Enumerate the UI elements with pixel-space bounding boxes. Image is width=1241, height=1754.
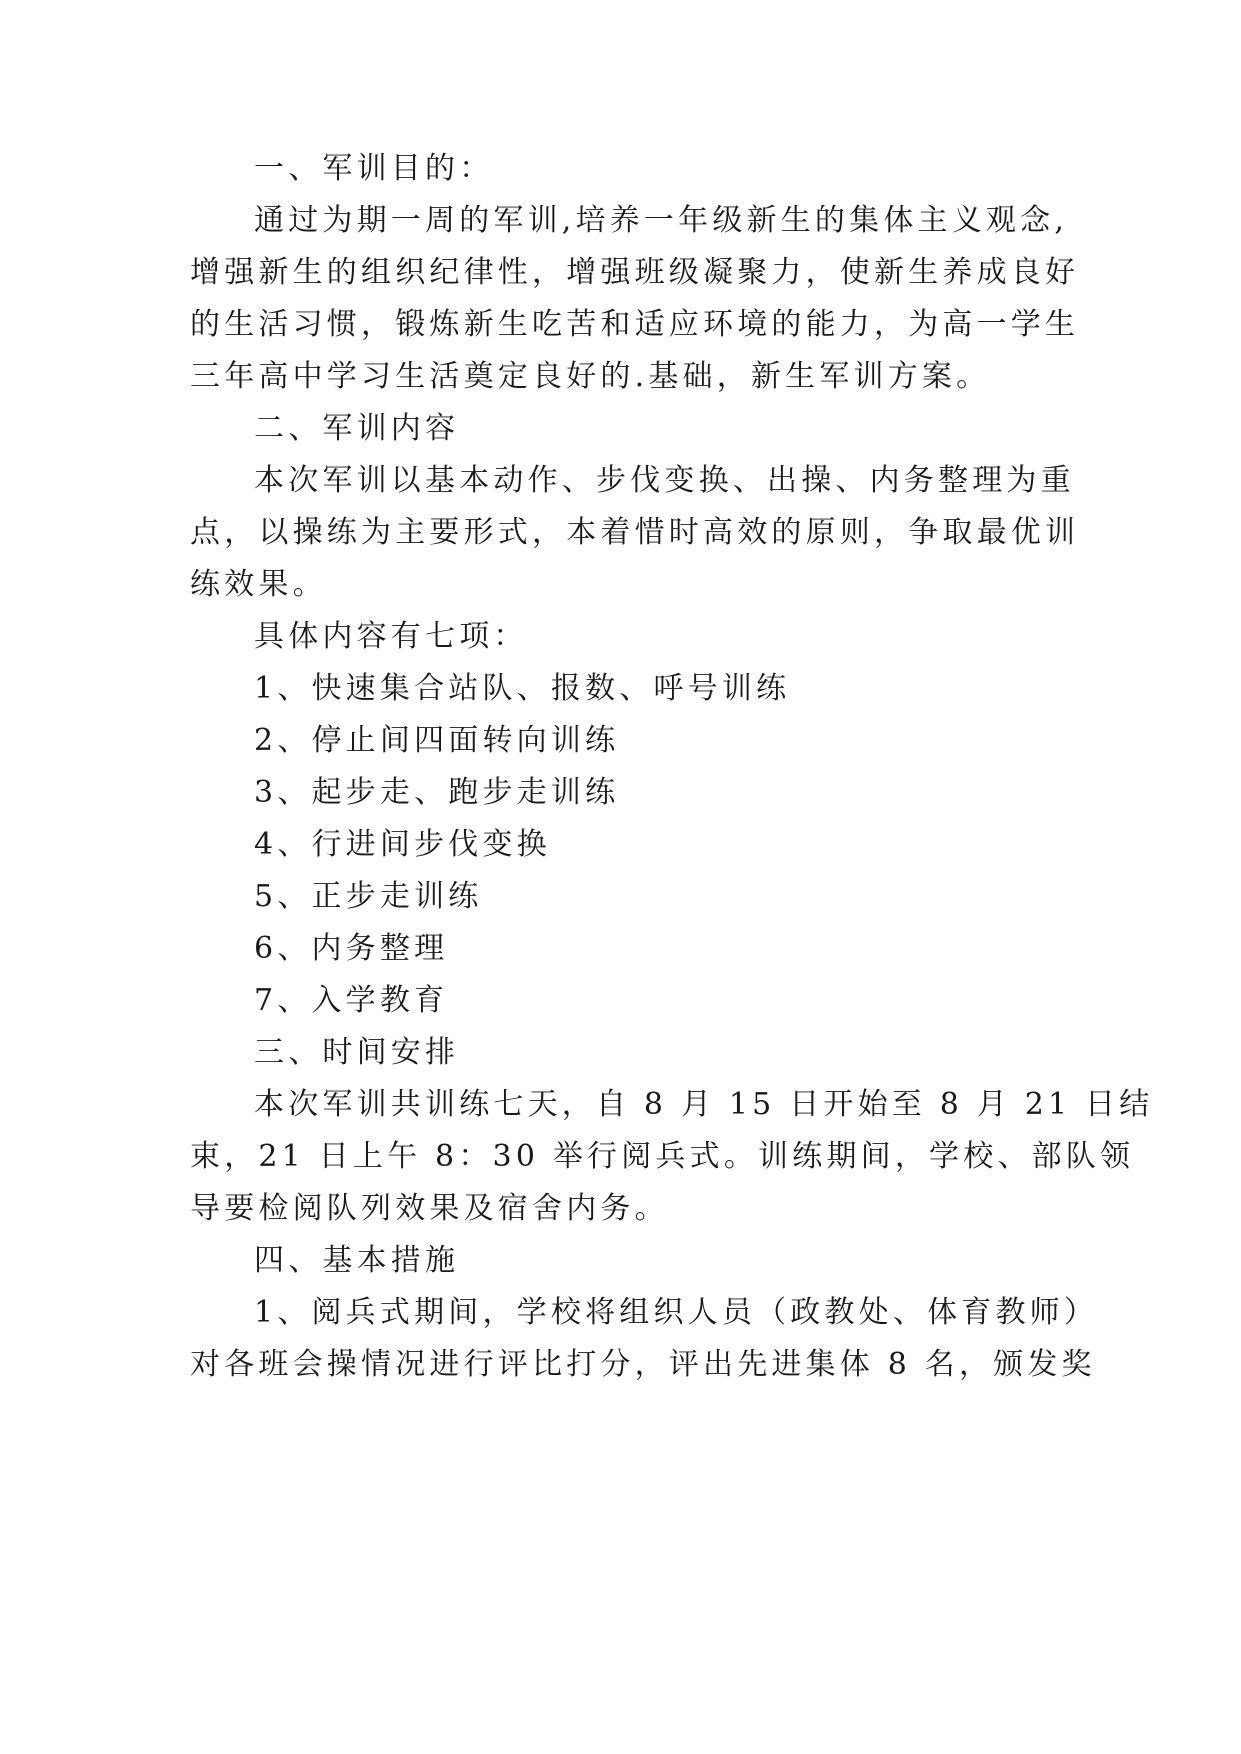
list-item: 2、停止间四面转向训练 bbox=[254, 723, 620, 758]
paragraph-line: 导要检阅队列效果及宿舍内务。 bbox=[190, 1191, 669, 1226]
list-item: 5、正步走训练 bbox=[254, 879, 483, 914]
paragraph-line: 1、阅兵式期间，学校将组织人员（政教处、体育教师） bbox=[254, 1295, 1099, 1330]
paragraph-line: 点，以操练为主要形式，本着惜时高效的原则，争取最优训 bbox=[190, 515, 1080, 550]
list-item: 1、快速集合站队、报数、呼号训练 bbox=[254, 671, 791, 706]
paragraph-line: 本次军训以基本动作、步伐变换、出操、内务整理为重 bbox=[254, 463, 1075, 498]
paragraph-line: 具体内容有七项： bbox=[254, 619, 528, 654]
paragraph-line: 对各班会操情况进行评比打分，评出先进集体 8 名，颁发奖 bbox=[190, 1347, 1096, 1382]
heading-schedule: 三、时间安排 bbox=[254, 1035, 460, 1070]
list-item: 3、起步走、跑步走训练 bbox=[254, 775, 620, 810]
paragraph-line: 的生活习惯，锻炼新生吃苦和适应环境的能力，为高一学生 bbox=[190, 307, 1080, 342]
heading-training-content: 二、军训内容 bbox=[254, 411, 460, 446]
paragraph-line: 束，21 日上午 8：30 举行阅兵式。训练期间，学校、部队领 bbox=[190, 1139, 1135, 1174]
paragraph-line: 三年高中学习生活奠定良好的.基础，新生军训方案。 bbox=[190, 359, 991, 394]
paragraph-line: 练效果。 bbox=[190, 567, 327, 602]
paragraph-line: 通过为期一周的军训,培养一年级新生的集体主义观念, bbox=[254, 203, 1069, 238]
list-item: 7、入学教育 bbox=[254, 983, 449, 1018]
list-item: 6、内务整理 bbox=[254, 931, 449, 966]
paragraph-line: 增强新生的组织纪律性，增强班级凝聚力，使新生养成良好 bbox=[190, 255, 1080, 290]
heading-training-purpose: 一、军训目的： bbox=[254, 151, 494, 186]
paragraph-line: 本次军训共训练七天，自 8 月 15 日开始至 8 月 21 日结 bbox=[254, 1087, 1154, 1122]
heading-measures: 四、基本措施 bbox=[254, 1243, 460, 1278]
list-item: 4、行进间步伐变换 bbox=[254, 827, 551, 862]
